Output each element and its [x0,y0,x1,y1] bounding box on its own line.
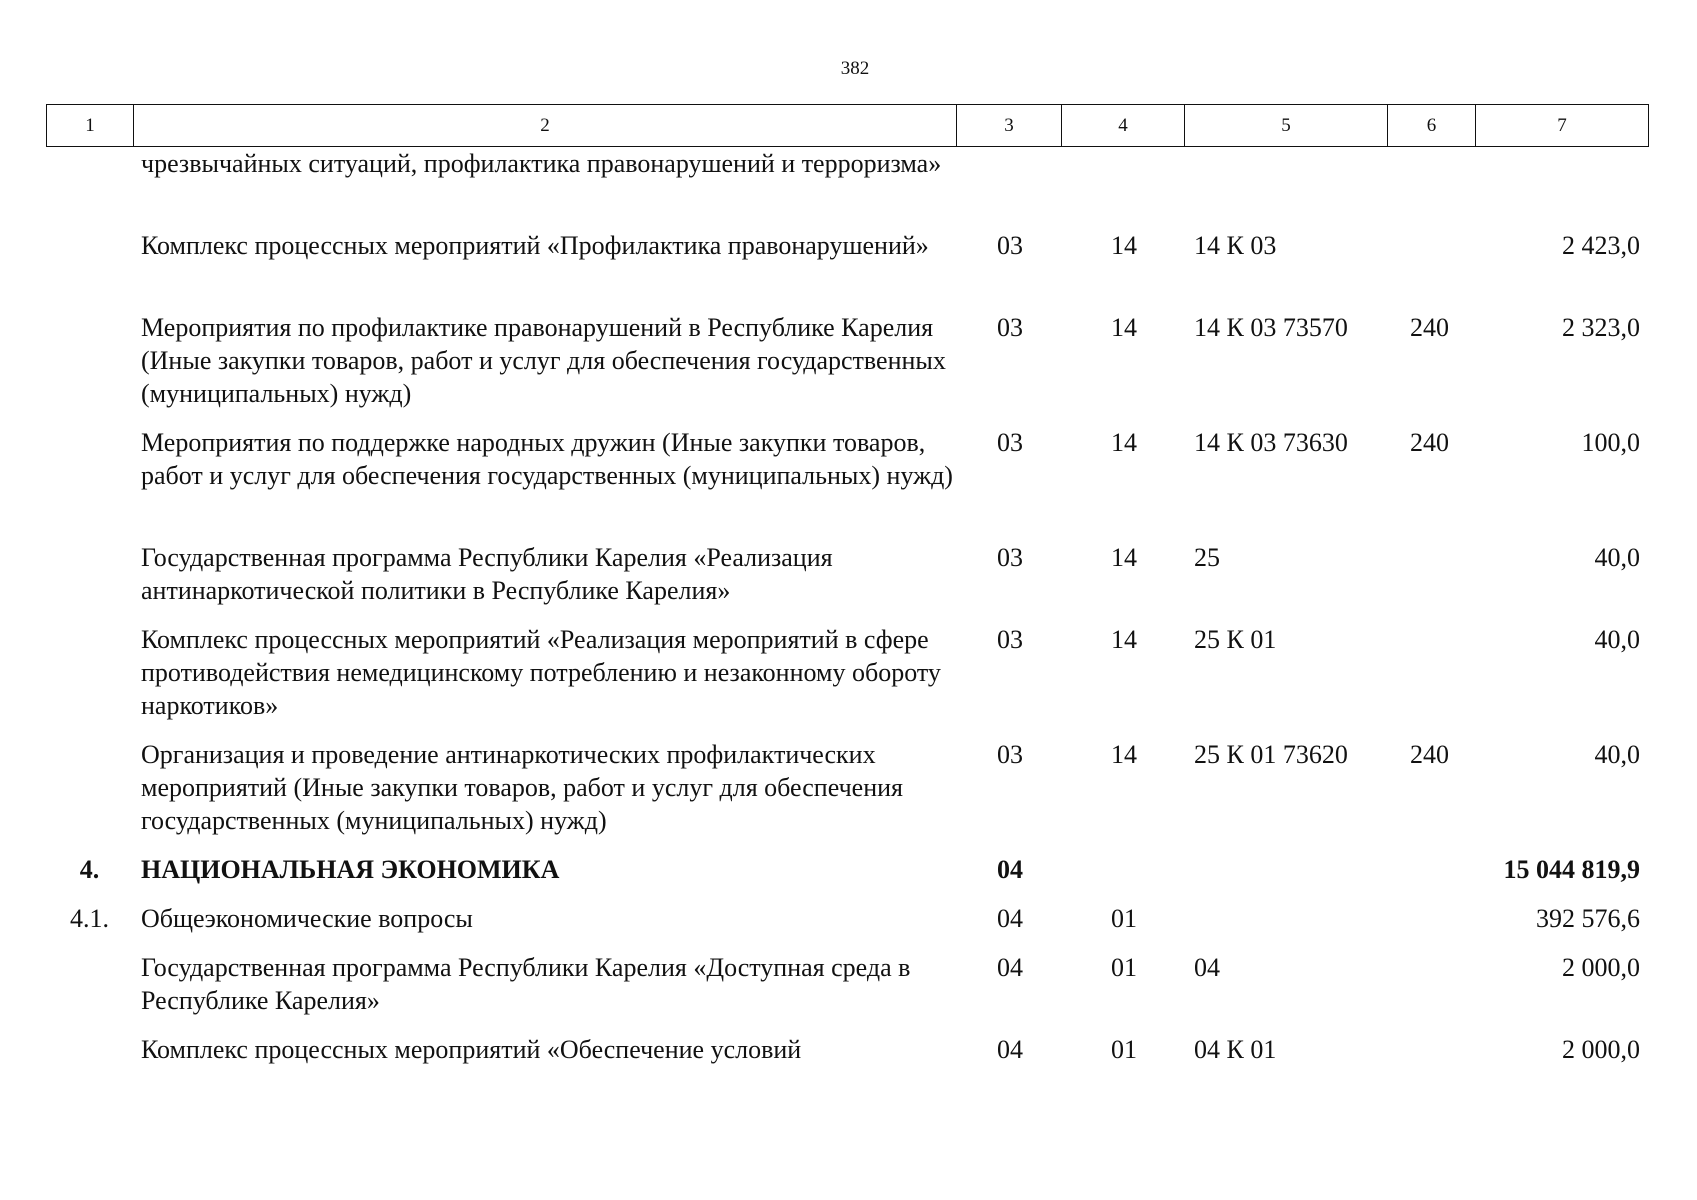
column-header-table [46,104,1649,147]
row-name: Общеэкономические вопросы [141,904,473,933]
column-header-row [47,105,1649,147]
row-subsection-code: 14 [1111,313,1137,342]
column-header-4: 4 [1062,105,1185,147]
row-section-code: 04 [997,855,1023,884]
row-subsection-code: 14 [1111,543,1137,572]
table-row-subsection [0,902,1697,951]
row-expense-type-code: 240 [1410,428,1449,457]
row-subsection-code: 01 [1111,904,1137,933]
row-amount: 40,0 [1594,740,1640,769]
table-row [0,951,1697,1033]
table-row-section [0,853,1697,902]
column-header-2: 2 [134,105,957,147]
row-target-article-code: 04 К 01 [1194,1035,1277,1064]
row-amount: 40,0 [1594,543,1640,572]
column-header-6: 6 [1388,105,1476,147]
row-amount: 40,0 [1594,625,1640,654]
row-name: Мероприятия по профилактике правонарушений в Республике Карелия (Иные закупки товаров, работ и услуг для обеспечения государственных (муниципальных) нужд) [141,313,946,408]
row-number: 4. [79,855,100,884]
row-amount: 2 423,0 [1562,231,1640,260]
row-amount: 2 000,0 [1562,953,1640,982]
row-subsection-code: 14 [1111,740,1137,769]
row-target-article-code: 25 К 01 [1194,625,1277,654]
row-name: Мероприятия по поддержке народных дружин (Иные закупки товаров, работ и услуг для обеспечения государственных (муниципальных) нужд) [141,428,953,490]
row-name: Комплекс процессных мероприятий «Реализация мероприятий в сфере противодействия немедицинскому потреблению и незаконному обороту наркотиков» [141,625,941,720]
row-subsection-code: 01 [1111,1035,1137,1064]
row-target-article-code: 14 К 03 73570 [1194,313,1348,342]
row-section-code: 03 [997,625,1023,654]
row-name: НАЦИОНАЛЬНАЯ ЭКОНОМИКА [141,855,560,884]
row-name: Государственная программа Республики Карелия «Доступная среда в Республике Карелия» [141,953,911,1015]
page-number: 382 [840,58,870,79]
row-target-article-code: 04 [1194,953,1220,982]
row-amount: 100,0 [1581,428,1640,457]
row-amount: 15 044 819,9 [1503,855,1640,884]
row-subsection-code: 14 [1111,428,1137,457]
row-target-article-code: 14 К 03 [1194,231,1277,260]
row-amount: 2 000,0 [1562,1035,1640,1064]
row-name: Комплекс процессных мероприятий «Профилактика правонарушений» [141,231,929,260]
row-subsection-code: 14 [1111,231,1137,260]
table-row [0,147,1697,229]
row-number: 4.1. [70,904,109,933]
row-name: Государственная программа Республики Карелия «Реализация антинаркотической политики в Республике Карелия» [141,543,833,605]
row-target-article-code: 14 К 03 73630 [1194,428,1348,457]
row-section-code: 03 [997,313,1023,342]
column-header-1: 1 [47,105,134,147]
table-row [0,311,1697,426]
column-header-5: 5 [1185,105,1388,147]
table-row [0,229,1697,311]
table-row [0,738,1697,853]
row-section-code: 04 [997,1035,1023,1064]
row-expense-type-code: 240 [1410,740,1449,769]
row-section-code: 03 [997,740,1023,769]
column-header-3: 3 [957,105,1062,147]
row-section-code: 03 [997,231,1023,260]
row-target-article-code: 25 К 01 73620 [1194,740,1348,769]
row-name: Организация и проведение антинаркотических профилактических мероприятий (Иные закупки товаров, работ и услуг для обеспечения государственных (муниципальных) нужд) [141,740,903,835]
row-subsection-code: 01 [1111,953,1137,982]
table-row [0,623,1697,738]
table-row [0,1033,1697,1082]
row-section-code: 04 [997,904,1023,933]
row-subsection-code: 14 [1111,625,1137,654]
row-name: чрезвычайных ситуаций, профилактика правонарушений и терроризма» [141,149,942,178]
row-amount: 392 576,6 [1536,904,1640,933]
row-section-code: 04 [997,953,1023,982]
row-amount: 2 323,0 [1562,313,1640,342]
table-row [0,426,1697,541]
row-section-code: 03 [997,543,1023,572]
row-expense-type-code: 240 [1410,313,1449,342]
row-section-code: 03 [997,428,1023,457]
table-row [0,541,1697,623]
row-target-article-code: 25 [1194,543,1220,572]
budget-table-body [0,147,1697,1082]
row-name: Комплекс процессных мероприятий «Обеспечение условий [141,1035,802,1064]
column-header-7: 7 [1476,105,1649,147]
